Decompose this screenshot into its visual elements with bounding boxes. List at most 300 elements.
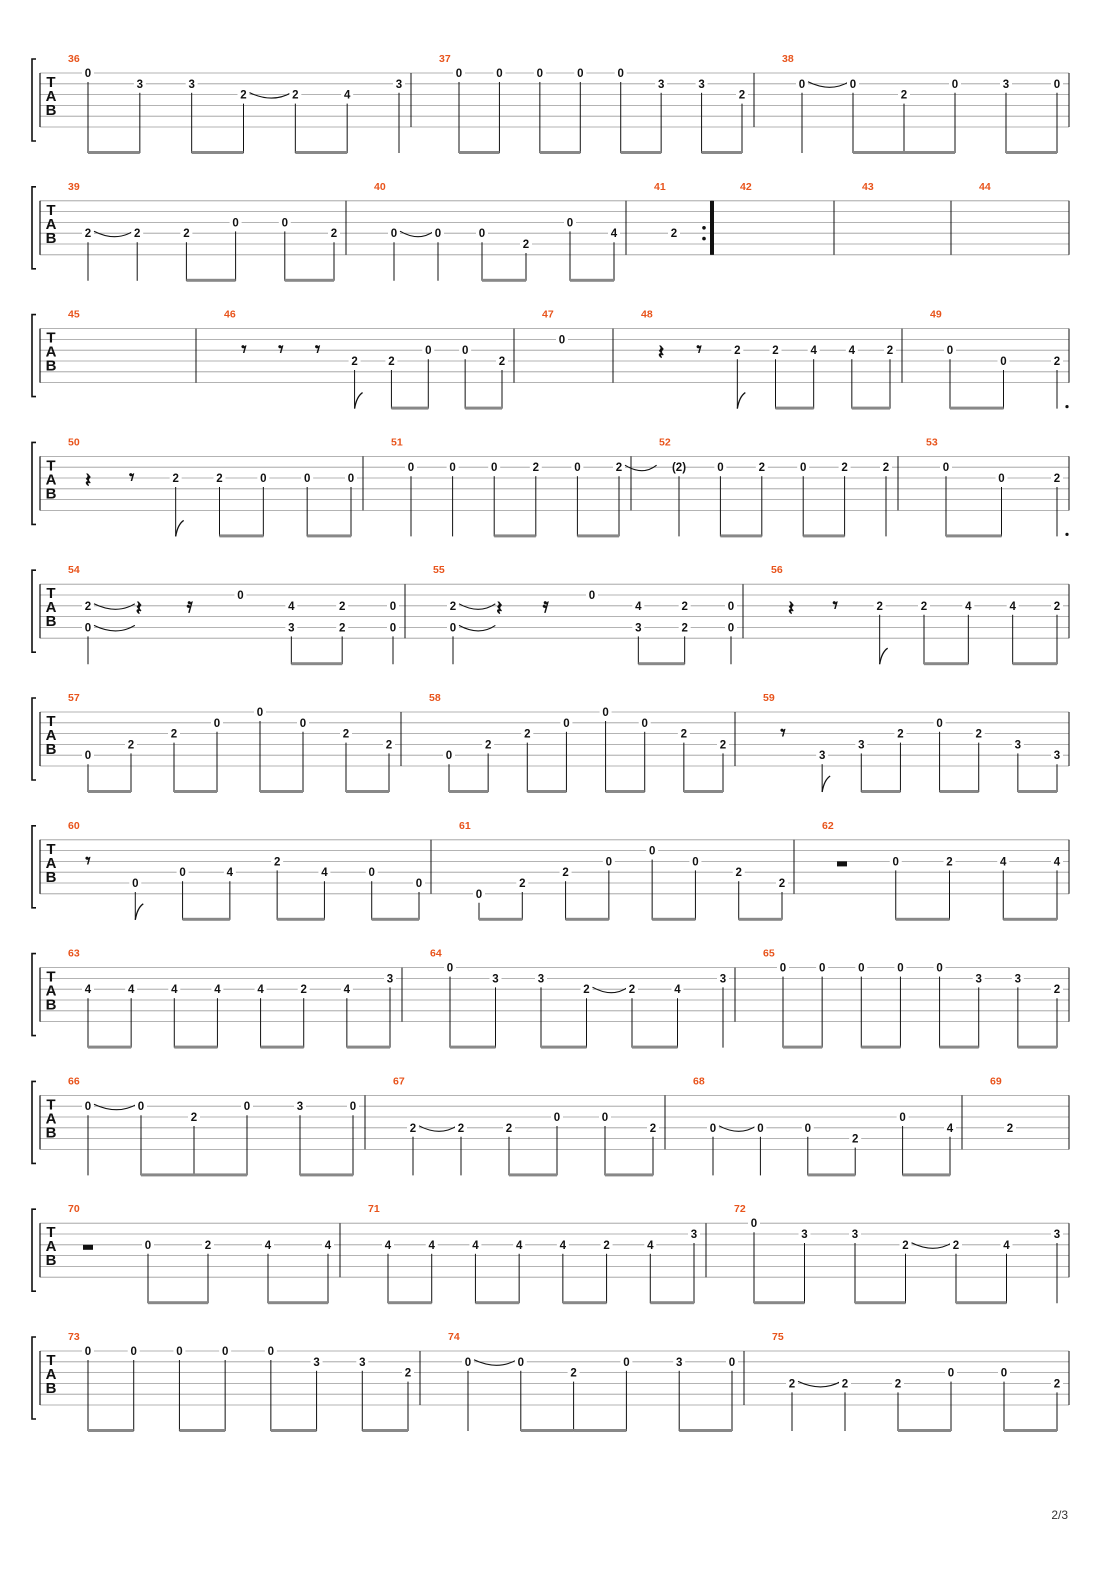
fret-number: 0 <box>464 1356 472 1369</box>
beam <box>570 279 614 282</box>
fret-number: 0 <box>267 1346 275 1358</box>
repeat-dot <box>702 226 706 230</box>
fret-number: 2 <box>788 1378 796 1391</box>
fret-number: 2 <box>628 984 636 997</box>
quarter-rest: 𝄽 <box>84 470 92 492</box>
beam <box>475 1301 519 1304</box>
fret-number: 2 <box>133 228 141 241</box>
fret-number: 0 <box>390 228 398 241</box>
beam <box>291 662 342 665</box>
fret-number: 2 <box>273 856 281 869</box>
note-flag <box>880 648 888 664</box>
tie-arc <box>798 1381 841 1387</box>
note-flag <box>822 776 830 792</box>
fret-number: 3 <box>296 1101 304 1114</box>
fret-number: 2 <box>84 228 92 241</box>
fret-number: 2 <box>519 878 526 890</box>
measure-number: 58 <box>429 692 441 704</box>
tab-clef-letter: B <box>45 229 57 247</box>
beam <box>853 151 904 154</box>
fret-number: 3 <box>136 78 144 91</box>
fret-number: 4 <box>472 1239 479 1252</box>
beam <box>261 1046 304 1049</box>
quarter-rest: 𝄽 <box>496 597 503 620</box>
beam <box>808 1173 855 1176</box>
measure-number: 59 <box>763 692 775 704</box>
measure-number: 50 <box>68 436 80 449</box>
fret-number: (2) <box>671 462 687 475</box>
beam <box>855 1301 906 1304</box>
beam <box>1018 1046 1057 1049</box>
tie-arc <box>593 987 629 993</box>
tie-arc <box>419 1126 457 1132</box>
eighth-rest: 𝄾 <box>241 339 247 362</box>
fret-number: 0 <box>899 1112 906 1124</box>
measure-number: 62 <box>822 819 834 832</box>
fret-number: 3 <box>1014 973 1022 986</box>
beam <box>679 1429 732 1432</box>
beam <box>260 790 303 793</box>
fret-number: 0 <box>946 345 954 358</box>
measure-number: 41 <box>654 180 666 193</box>
fret-number: 0 <box>303 473 311 485</box>
fret-number: 2 <box>300 984 307 997</box>
beam <box>459 151 499 154</box>
fret-number: 0 <box>237 590 244 602</box>
fret-number: 2 <box>127 739 135 752</box>
fret-number: 2 <box>240 89 247 102</box>
beam <box>88 151 140 154</box>
tie-arc <box>250 93 292 99</box>
fret-number: 0 <box>478 228 486 241</box>
tie-arc <box>808 82 849 88</box>
beam <box>362 1429 408 1432</box>
beam <box>861 1046 900 1049</box>
fret-number: 2 <box>1053 600 1061 613</box>
fret-number: 2 <box>409 1122 417 1135</box>
fret-number: 2 <box>876 600 883 613</box>
fret-number: 2 <box>778 878 786 890</box>
fret-number: 3 <box>359 1356 366 1369</box>
measure-number: 57 <box>68 692 80 704</box>
measure-number: 64 <box>430 947 442 960</box>
beam <box>1013 662 1057 665</box>
tab-clef-letter: A <box>45 982 57 1000</box>
measure-number: 73 <box>68 1331 80 1343</box>
fret-number: 3 <box>1002 78 1010 91</box>
beam <box>652 918 695 921</box>
beam <box>638 662 684 665</box>
fret-number: 0 <box>243 1101 251 1114</box>
beam <box>605 1173 653 1176</box>
fret-number: 0 <box>799 462 807 475</box>
fret-number: 2 <box>952 1239 960 1252</box>
fret-number: 0 <box>798 78 806 91</box>
tie-arc <box>459 625 495 631</box>
fret-number: 2 <box>841 462 848 475</box>
measure-number: 72 <box>734 1203 746 1216</box>
measure-number: 70 <box>68 1203 80 1216</box>
measure-number: 48 <box>641 308 653 321</box>
beam <box>148 1301 208 1304</box>
fret-number: 2 <box>772 345 779 358</box>
fret-number: 0 <box>455 68 463 80</box>
tab-clef-letter: T <box>46 329 56 347</box>
tie-arc <box>719 1126 756 1132</box>
fret-number: 2 <box>532 462 540 475</box>
fret-number: 0 <box>84 622 92 635</box>
beam <box>220 534 264 537</box>
measure-number: 74 <box>448 1331 460 1343</box>
fret-number: 2 <box>882 462 890 475</box>
beam <box>577 534 619 537</box>
final-barline <box>710 201 714 255</box>
beam <box>946 534 1002 537</box>
tab-clef-letter: B <box>45 1124 57 1142</box>
fret-number: 4 <box>214 984 221 997</box>
fret-number: 0 <box>858 962 865 975</box>
fret-number: 2 <box>900 89 908 102</box>
beam <box>509 1173 557 1176</box>
fret-number: 0 <box>709 1122 717 1135</box>
measure-number: 53 <box>926 436 938 449</box>
beam <box>739 918 782 921</box>
beam <box>450 1046 496 1049</box>
fret-number: 0 <box>574 462 581 475</box>
fret-number: 0 <box>947 1367 955 1380</box>
measure-number: 40 <box>374 180 386 193</box>
fret-number: 3 <box>313 1356 320 1369</box>
fret-number: 2 <box>851 1133 859 1146</box>
beam <box>192 151 244 154</box>
fret-number: 0 <box>717 462 724 475</box>
fret-number: 3 <box>698 78 705 91</box>
half-rest <box>837 861 847 866</box>
note-flag <box>737 393 745 409</box>
beam <box>754 1301 805 1304</box>
fret-number: 2 <box>1053 1378 1061 1391</box>
fret-number: 0 <box>434 228 442 241</box>
beam <box>1003 918 1057 921</box>
beam <box>372 918 419 921</box>
system-bracket <box>32 570 36 652</box>
fret-number: 0 <box>553 1112 561 1124</box>
beam <box>277 918 324 921</box>
fret-number: 0 <box>623 1356 630 1369</box>
fret-number: 0 <box>179 867 186 880</box>
fret-number: 3 <box>537 973 545 986</box>
fret-number: 4 <box>257 984 264 997</box>
tie-arc <box>94 231 133 237</box>
fret-number: 0 <box>558 334 566 347</box>
measure-number: 42 <box>740 180 752 193</box>
fret-number: 2 <box>1053 473 1061 485</box>
measure-number: 45 <box>68 308 80 321</box>
measure-number: 49 <box>930 308 942 321</box>
fret-number: 0 <box>490 462 498 475</box>
tab-clef-letter: B <box>45 613 57 631</box>
beam <box>179 1429 225 1432</box>
eighth-rest: 𝄾 <box>129 467 135 489</box>
beam <box>88 790 131 793</box>
fret-number: 2 <box>84 600 92 613</box>
beam <box>621 151 661 154</box>
fret-number: 3 <box>719 973 727 986</box>
beam <box>563 1301 607 1304</box>
fret-number: 3 <box>657 78 665 91</box>
measure-number: 67 <box>393 1075 405 1088</box>
measure-number: 51 <box>391 436 403 449</box>
fret-number: 0 <box>779 962 787 975</box>
fret-number: 0 <box>942 462 950 475</box>
measure-number: 44 <box>979 180 991 193</box>
fret-number: 0 <box>601 1112 609 1124</box>
measure-number: 52 <box>659 436 671 449</box>
fret-number: 2 <box>894 1378 902 1391</box>
eighth-rest: 𝄾 <box>780 722 786 745</box>
tie-arc <box>94 604 135 610</box>
fret-number: 0 <box>588 590 596 602</box>
fret-number: 2 <box>734 345 741 358</box>
fret-number: 2 <box>649 1122 657 1135</box>
system-bracket <box>32 315 36 397</box>
fret-number: 2 <box>172 473 179 485</box>
measure-number: 66 <box>68 1075 80 1088</box>
fret-number: 0 <box>727 622 735 635</box>
measure-number: 55 <box>433 564 445 577</box>
measure-number: 75 <box>772 1331 784 1343</box>
beam <box>391 407 428 410</box>
beam <box>776 407 814 410</box>
fret-number: 4 <box>343 984 351 997</box>
fret-number: 2 <box>719 739 727 752</box>
fret-number: 0 <box>1053 78 1061 91</box>
tab-clef-letter: T <box>46 713 56 730</box>
fret-number: 2 <box>522 239 530 251</box>
measure-number: 56 <box>771 564 783 577</box>
duration-dot <box>1065 533 1068 536</box>
beam <box>852 407 890 410</box>
fret-number: 2 <box>385 739 393 752</box>
fret-number: 0 <box>951 78 959 91</box>
beam <box>174 790 217 793</box>
repeat-dot <box>702 237 706 241</box>
eighth-rest: 𝄾 <box>315 339 321 362</box>
fret-number: 2 <box>681 600 688 613</box>
tab-clef-letter: A <box>45 727 57 744</box>
beam <box>494 534 536 537</box>
beam <box>388 1301 432 1304</box>
fret-number: 0 <box>602 707 609 719</box>
beam <box>141 1173 194 1176</box>
fret-number: 0 <box>849 78 857 91</box>
fret-number: 4 <box>127 984 135 997</box>
fret-number: 2 <box>1053 356 1061 368</box>
fret-number: 0 <box>998 473 1005 485</box>
tab-clef-letter: A <box>45 1110 57 1128</box>
measure-number: 65 <box>763 947 775 960</box>
beam <box>940 1046 979 1049</box>
measure-number: 69 <box>990 1075 1002 1088</box>
beam <box>479 918 522 921</box>
fret-number: 0 <box>892 856 899 869</box>
tab-clef-letter: A <box>45 1366 57 1383</box>
beam <box>702 151 742 154</box>
quarter-rest: 𝄽 <box>657 342 665 365</box>
fret-number: 2 <box>388 356 395 368</box>
fret-number: 4 <box>635 600 642 613</box>
fret-number: 0 <box>347 473 355 485</box>
fret-number: 0 <box>368 867 375 880</box>
fret-number: 2 <box>338 622 346 635</box>
page-number: 2/3 <box>1051 1508 1068 1522</box>
fret-number: 2 <box>946 856 953 869</box>
system-bracket <box>32 442 36 524</box>
fret-number: 2 <box>183 228 190 241</box>
measure-number: 68 <box>693 1075 705 1088</box>
beam <box>482 279 526 282</box>
beam <box>449 790 488 793</box>
fret-number: 0 <box>84 68 92 80</box>
fret-number: 4 <box>559 1239 567 1252</box>
beam <box>898 1429 951 1432</box>
measure-number: 37 <box>439 53 451 65</box>
fret-number: 3 <box>818 750 826 763</box>
fret-number: 2 <box>562 867 569 880</box>
tab-clef-letter: B <box>45 996 57 1014</box>
quarter-rest: 𝄽 <box>787 597 795 620</box>
measure-number: 60 <box>68 819 80 832</box>
system-bracket <box>32 826 36 908</box>
fret-number: 4 <box>264 1239 272 1252</box>
fret-number: 4 <box>226 867 234 880</box>
beam <box>300 1173 353 1176</box>
fret-number: 2 <box>330 228 338 241</box>
fret-number: 0 <box>818 962 826 975</box>
beam <box>465 407 502 410</box>
tab-clef-letter: B <box>45 102 57 119</box>
fret-number: 0 <box>281 217 289 230</box>
sixteenth-rest: 𝄿 <box>186 594 193 617</box>
fret-number: 4 <box>1053 856 1061 869</box>
fret-number: 0 <box>130 1346 137 1358</box>
duration-dot <box>1065 405 1068 408</box>
fret-number: 0 <box>232 217 239 230</box>
fret-number: 0 <box>349 1101 357 1114</box>
fret-number: 0 <box>757 1122 764 1135</box>
eighth-rest: 𝄾 <box>85 850 91 873</box>
fret-number: 2 <box>670 228 678 241</box>
fret-number: 0 <box>260 473 267 485</box>
note-flag <box>135 904 143 920</box>
fret-number: 0 <box>446 962 454 975</box>
fret-number: 4 <box>1000 856 1007 869</box>
fret-number: 4 <box>946 1122 954 1135</box>
fret-number: 2 <box>920 600 928 613</box>
fret-number: 4 <box>428 1239 435 1252</box>
tab-clef-letter: A <box>45 1238 57 1256</box>
fret-number: 2 <box>841 1378 849 1391</box>
fret-number: 4 <box>321 867 328 880</box>
measure-number: 63 <box>68 947 80 960</box>
beam <box>803 534 844 537</box>
tab-clef-letter: T <box>46 840 56 858</box>
beam <box>632 1046 678 1049</box>
fret-number: 0 <box>804 1122 812 1135</box>
fret-number: 0 <box>496 68 503 80</box>
fret-number: 4 <box>1003 1239 1010 1252</box>
fret-number: 4 <box>84 984 92 997</box>
quarter-rest: 𝄽 <box>135 597 142 620</box>
fret-number: 0 <box>536 68 544 80</box>
tie-arc <box>912 1243 953 1249</box>
beam <box>903 1173 950 1176</box>
beam <box>956 1301 1007 1304</box>
fret-number: 0 <box>213 717 221 730</box>
system-bracket <box>32 1209 36 1291</box>
beam <box>183 918 230 921</box>
fret-number: 3 <box>635 622 642 635</box>
fret-number: 3 <box>395 78 403 91</box>
tab-clef-letter: T <box>46 968 56 986</box>
fret-number: 2 <box>351 356 358 368</box>
fret-number: 4 <box>324 1239 332 1252</box>
tab-clef-letter: T <box>46 201 56 219</box>
fret-number: 0 <box>605 856 613 869</box>
fret-number: 0 <box>641 717 648 730</box>
tab-clef-letter: T <box>46 585 56 603</box>
fret-number: 0 <box>563 717 570 730</box>
fret-number: 4 <box>288 600 295 613</box>
beam <box>940 790 979 793</box>
half-rest <box>83 1245 93 1250</box>
fret-number: 4 <box>674 984 681 997</box>
beam <box>194 1173 247 1176</box>
fret-number: 0 <box>144 1239 152 1252</box>
tab-clef-letter: B <box>45 357 57 375</box>
fret-number: 0 <box>936 717 943 730</box>
fret-number: 0 <box>1000 1367 1008 1380</box>
beam <box>271 1429 317 1432</box>
beam <box>540 151 580 154</box>
fret-number: 3 <box>386 973 394 986</box>
fret-number: 0 <box>936 962 943 975</box>
fret-number: 4 <box>848 345 856 358</box>
fret-number: 0 <box>389 622 397 635</box>
fret-number: 2 <box>738 89 746 102</box>
fret-number: 0 <box>1000 356 1007 368</box>
fret-number: 2 <box>457 1122 465 1135</box>
note-flag <box>355 393 363 409</box>
tab-clef-letter: A <box>45 343 57 361</box>
fret-number: 4 <box>1009 600 1016 613</box>
fret-number: 3 <box>188 78 195 91</box>
fret-number: 2 <box>758 462 766 475</box>
fret-number: 2 <box>975 728 982 741</box>
fret-number: 3 <box>1053 1229 1061 1241</box>
tab-clef-letter: A <box>45 854 57 872</box>
beam <box>268 1301 328 1304</box>
tab-clef-letter: B <box>45 741 57 758</box>
beam <box>861 790 900 793</box>
tab-clef-letter: T <box>46 457 56 475</box>
fret-number: 3 <box>492 973 499 986</box>
fret-number: 0 <box>84 1346 92 1358</box>
fret-number: 0 <box>727 600 735 613</box>
beam <box>295 151 347 154</box>
fret-number: 2 <box>1006 1122 1014 1135</box>
beam <box>1004 1429 1057 1432</box>
